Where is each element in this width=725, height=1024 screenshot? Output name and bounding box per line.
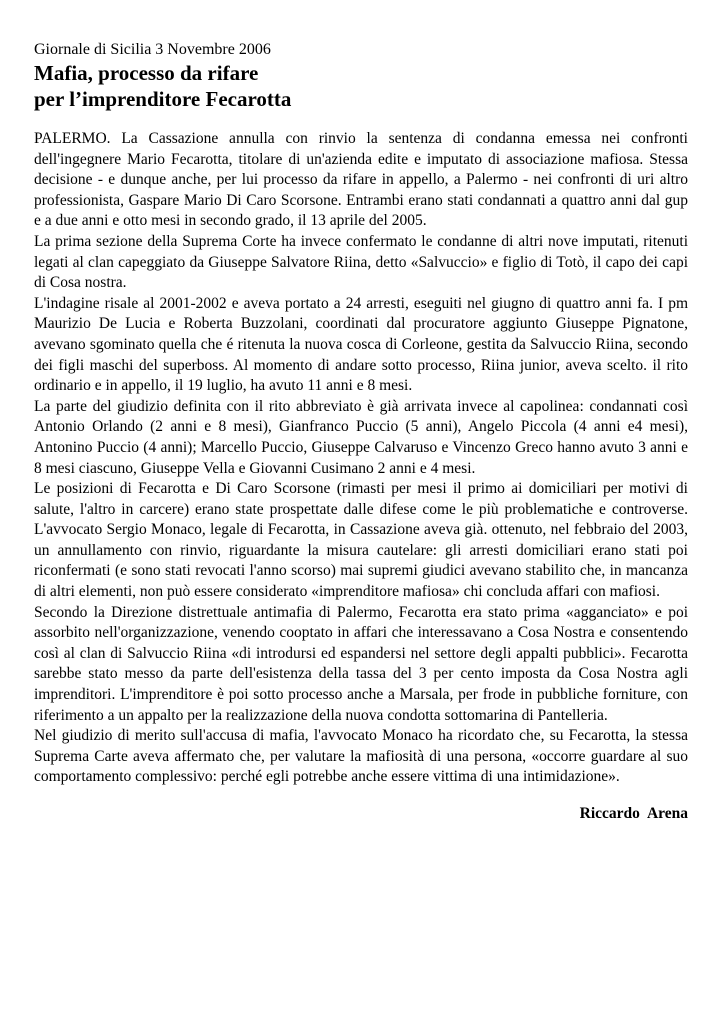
- paragraph-6: Secondo la Direzione distrettuale antimafia di Palermo, Fecarotta era stato prima «agganciato» e poi assorbito nell'organizzazione, venendo cooptato in affari che interessavano a Cosa Nostra e consentendo così al clan di Salvuccio Riina «di introdursi ed espandersi nel settore degli appalti pubblici». Fecarotta sarebbe stato messo da parte dell'esistenza della tassa del 3 per cento imposta da Cosa Nostra agli imprenditori. L'imprenditore è poi sotto processo anche a Marsala, per frode in pubbliche forniture, con riferimento a un appalto per la realizzazione della nuova condotta sottomarina di Pantelleria.: [34, 603, 688, 724]
- author-signature: Riccardo Arena: [579, 805, 688, 822]
- newspaper-source: Giornale di Sicilia 3 Novembre 2006: [34, 41, 271, 58]
- paragraph-2: La prima sezione della Suprema Corte ha invece confermato le condanne di altri nove imputati, ritenuti legati al clan capeggiato da Giuseppe Salvatore Riina, detto «Salvuccio» e figlio di Totò, il capo dei capi di Cosa nostra.: [34, 232, 688, 292]
- headline-line-1: Mafia, processo da rifare: [34, 61, 259, 85]
- paragraph-4: La parte del giudizio definita con il rito abbreviato è già arrivata invece al capolinea: condannati così Antonio Orlando (2 anni e 8 mesi), Gianfranco Puccio (5 anni), Angelo Piccola (4 anni e4 mesi), Antonino Puccio (4 anni); Marcello Puccio, Giuseppe Calvaruso e Vincenzo Greco hanno avuto 3 anni e 8 mesi ciascuno, Giuseppe Vella e Giovanni Cusimano 2 anni e 4 mesi.: [34, 397, 688, 477]
- paragraph-7: Nel giudizio di merito sull'accusa di mafia, l'avvocato Monaco ha ricordato che, su Fecarotta, la stessa Suprema Carte aveva affermato che, per valutare la mafiosità di una persona, «occorre guardare al suo comportamento complessivo: perché egli potrebbe anche essere vittima di una intimidazione».: [34, 727, 688, 786]
- article-body: [34, 129, 688, 788]
- headline-line-2: per l’imprenditore Fecarotta: [34, 87, 292, 111]
- article-page: [34, 40, 688, 823]
- article-headline: [34, 60, 688, 112]
- paragraph-3: L'indagine risale al 2001-2002 e aveva portato a 24 arresti, eseguiti nel giugno di quattro anni fa. I pm Maurizio De Lucia e Roberta Buzzolani, coordinati dal procuratore aggiunto Giuseppe Pignatone, avevano sgominato quella che é ritenuta la nuova cosca di Corleone, gestita da Salvuccio Riina, secondo dei figli maschi del superboss. Al momento di andare sotto processo, Riina junior, aveva scelto. il rito ordinario e in appello, il 19 luglio, ha avuto 11 anni e 8 mesi.: [34, 294, 688, 395]
- paragraph-5: Le posizioni di Fecarotta e Di Caro Scorsone (rimasti per mesi il primo ai domiciliari per motivi di salute, l'altro in carcere) erano state prospettate dalle difese come le più problematiche e controverse. L'avvocato Sergio Monaco, legale di Fecarotta, in Cassazione aveva già. ottenuto, nel febbraio del 2003, un annullamento con rinvio, riguardante la misura cautelare: gli arresti domiciliari erano stati poi riconfermati (e sono stati revocati l'anno scorso) mai supremi giudici avevano stabilito che, in mancanza di altri elementi, non può essere considerato «imprenditore mafiosa» chi concluda affari con mafiosi.: [34, 480, 688, 601]
- paragraph-1: PALERMO. La Cassazione annulla con rinvio la sentenza di condanna emessa nei confronti dell'ingegnere Mario Fecarotta, titolare di un'azienda edite e imputato di associazione mafiosa. Stessa decisione - e dunque anche, per lui processo da rifare in appello, a Palermo - nei confronti di uri altro professionista, Gaspare Mario Di Caro Scorsone. Entrambi erano stati condannati a quattro anni dal gup e a due anni e otto mesi in secondo grado, il 13 aprile del 2005.: [34, 130, 688, 230]
